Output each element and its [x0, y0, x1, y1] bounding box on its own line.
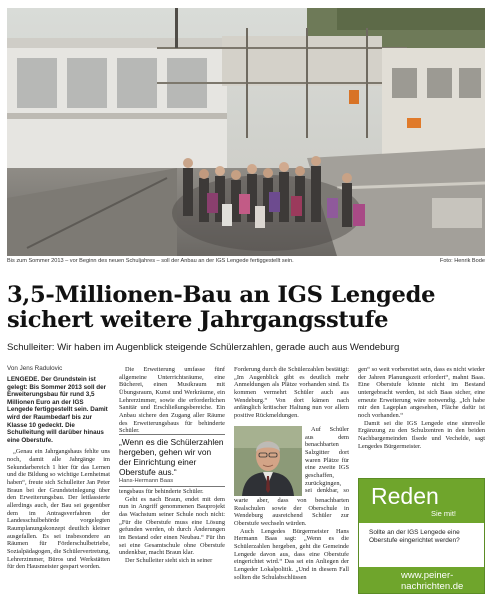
- article-column-4: [358, 366, 485, 476]
- article-column-3-bottom: [234, 497, 349, 596]
- construction-site-photo: [7, 8, 485, 256]
- headline-line-2: sichert weitere Jahrgangsstufe: [7, 307, 389, 333]
- article-paragraph: tengsbaus für behinderte Schüler.: [119, 488, 204, 495]
- article-subhead: Schulleiter: Wir haben im Augenblick steigende Schülerzahlen, gerade auch aus Wendeburg: [7, 342, 400, 353]
- article-column-2-bottom: [119, 488, 225, 596]
- article-paragraph: Geht es nach Braun, endet mit dem nun in Angriff genommenen Bauprojekt das Wachstum seiner Schule noch nicht: „Für die Oberstufe muss eine Lösung gefunden werden, ob durch Änderungen im Bestand oder einen Neubau.“ Für ihn sei eine Gesamtschule ohne Oberstufe undenkbar, macht Braun klar.: [119, 495, 225, 557]
- pull-quote: „Wenn es die Schülerzahlen hergeben, gehen wir von der Einrichtung einer Oberstufe aus.“: [119, 437, 224, 477]
- poll-url-line-1: www.peiner-: [401, 570, 454, 581]
- reader-poll-box[interactable]: [358, 478, 485, 594]
- portrait-illustration: [234, 426, 302, 496]
- photo-caption-row: [7, 257, 485, 269]
- article-paragraph: Forderung durch die Schülerzahlen bestätigt: „Im Augenblick gibt es deutlich mehr Anmeldungen als Plätze vorhanden sind. Es kommen vermehrt Schüler auch aus Wendeburg.“ Von dort kämen nach anfänglich kritischer Haltung nun vor allem positive Rückmeldungen.: [234, 366, 349, 419]
- quote-top-rule: [119, 434, 225, 435]
- headline-line-1: 3,5-Millionen-Bau an IGS Lengede: [7, 282, 436, 308]
- pull-quote-source: Hans-Hermann Baas: [119, 478, 174, 484]
- article-paragraph: Auf Schüler aus dem benachbarten Salzgitter dort waren Plätze für eine zweite IGS geschaffen, zurückgingen, sei denkbar, so: [305, 426, 349, 495]
- photo-credit: Foto: Henrik Bode: [439, 258, 485, 264]
- article-paragraph: Damit sei die IGS Lengede eine sinnvolle Ergänzung zu den Schulzentren in den beiden Nachbargemeinden Ilsede und Vechelde, sagt Lengedes Bürgermeister.: [358, 419, 485, 450]
- article-paragraph: warte aber, dass von benachbarten Realschulen sowie der Oberschule in Wendeburg ausreichend Schüler zur Oberstufe wechseln würden.: [234, 497, 349, 527]
- article-column-3-beside-portrait: [305, 426, 349, 496]
- article-column-2-top: [119, 366, 225, 434]
- article-paragraph: Der Schulleiter sieht sich in seiner: [125, 556, 213, 564]
- article-byline: Von Jens Radulovic: [7, 365, 63, 372]
- photo-caption: Bis zum Sommer 2013 – vor Beginn des neuen Schuljahres – soll der Anbau an der IGS Lengede fertiggestellt sein.: [7, 258, 294, 264]
- poll-header: [359, 479, 484, 523]
- poll-subtitle: Sie mit!: [431, 509, 457, 518]
- article-lead-paragraph: LENGEDE. Der Grundstein ist gelegt: Bis Sommer 2013 soll der Erweiterungsbau für rund 3,5 Millionen Euro an der IGS Lengede fertiggestellt sein. Damit wird der Raumbedarf bis zur Klasse 10 gedeckt. Die Schulleitung will darüber hinaus eine Oberstufe.: [7, 376, 108, 444]
- portrait-photo: [234, 426, 302, 496]
- quote-bottom-rule: [119, 486, 225, 487]
- article-column-3-top: [234, 366, 349, 424]
- poll-url-link[interactable]: [359, 567, 484, 593]
- poll-question: Sollte an der IGS Lengede eine Oberstufe eingerichtet werden?: [369, 529, 460, 544]
- article-paragraph: gen“ so weit vorbereitet sein, dass es nicht wieder der Jahren Planungszeit erfordert“, mahnt Baas. Eine Oberstufe könnte nicht im Bestand untergebracht werden, ist sich Baas sicher, eine erneute Erweiterung wäre notwendig. „Ich habe mir den Lageplan angesehen, Fläche dafür ist noch vorhanden.“: [358, 366, 485, 419]
- article-column-1: [7, 376, 110, 596]
- article-paragraph: „Genau ein Jahrgangshaus fehlte uns noch, damit alle Jahrgänge im Sekundarbereich 1 hier für das Lernen und die Bildung so wichtige Lernheimat haben“, freute sich Schulleiter Jan Peter Braun bei der Grundsteinlegung über den Erweiterungsbau. Der lettlassierte allerdings auch, der Bau sei gegenüber dem im Antragsverfahren der Landesschulbehörde vorgelegten Raumplanungskonzept deutlich kleiner ausgefallen. Es sei insbesondere an Räumen für Förderschulbetriebe, Sozialpädagogen, die Schülervertretung, Lehrerzimmer, Büros und Werkstätten für den Hausmeister gespart worden.: [7, 448, 110, 571]
- article-paragraph: Die Erweiterung umfasse fünf allgemeine Unterrichtsräume, eine Bücherei, einen Musikraum mit Übungsraum, Kunst und Werkräume, ein Lehrerzimmer, sowie die erforderlichen Sanitär und Erschließungsbereiche. Ein Anbau sichere den Zugang aller Räume des Erweiterungsbaus für behinderte Schüler.: [119, 366, 225, 434]
- poll-url-line-2: nachrichten.de: [401, 581, 464, 592]
- article-paragraph: Auch Lengedes Bürgermeister Hans Hermann Baas sagt: „Wenn es die Schülerzahlen hergeben, geht die Gemeinde Lengede davon aus, dass eine Oberstufe eingerichtet wird.“ Das sei ein Anliegen der Lengeder Lokalpolitik. „Und in diesem Fall sollten die Schulabschlüssen: [234, 527, 349, 581]
- poll-title: Reden: [371, 483, 439, 509]
- group-photo-illustration: [7, 8, 485, 256]
- article-headline: [7, 283, 485, 333]
